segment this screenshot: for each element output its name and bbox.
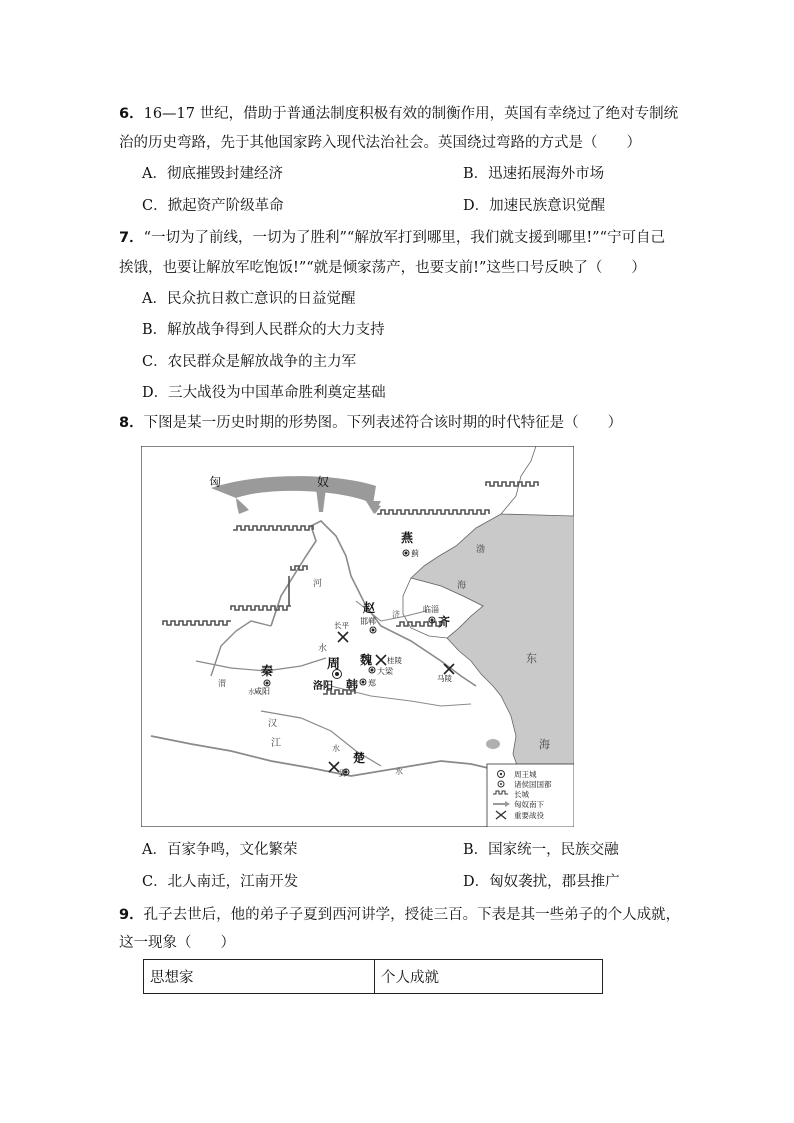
label-changping: 长平 <box>334 621 349 630</box>
q7-stem-2: 挨饿，也要让解放军吃饱饭!”“就是倾家荡产，也要支前!”这些口号反映了（ ） <box>119 260 646 276</box>
label-ji-river: 济 <box>392 610 400 619</box>
table-header-thinker: 思想家 <box>144 960 375 994</box>
label-linzi: 临淄 <box>423 605 439 614</box>
label-luoyang: 洛阳 <box>313 681 333 692</box>
q8-option-c[interactable]: C．北人南迁，江南开发 <box>142 874 299 890</box>
label-handan: 邯郸 <box>360 617 376 626</box>
label-han: 韩 <box>346 678 359 692</box>
label-xiongnu-2: 奴 <box>317 475 330 489</box>
q9-stem-2: 这一现象（ ） <box>119 935 235 951</box>
q8-option-b[interactable]: B．国家统一，民族交融 <box>463 842 619 858</box>
label-bo: 渤 <box>476 545 486 555</box>
q7-option-b[interactable]: B．解放战争得到人民群众的大力支持 <box>142 322 385 338</box>
label-zhao: 赵 <box>363 601 376 615</box>
label-shui-1: 水 <box>318 644 328 654</box>
legend-zhou-capital: 周王城 <box>514 770 537 779</box>
q7-option-a[interactable]: A．民众抗日救亡意识的日益觉醒 <box>142 291 356 307</box>
warring-states-map <box>141 446 574 827</box>
label-maling: 马陵 <box>437 674 452 683</box>
legend-state-capital: 诸侯国国都 <box>514 780 552 789</box>
q8-number: 8． <box>119 415 144 431</box>
label-wei: 魏 <box>360 653 373 667</box>
q9-line1 <box>119 905 680 925</box>
q8-line1 <box>119 413 622 433</box>
label-qi: 齐 <box>438 615 451 629</box>
legend-great-wall: 长城 <box>514 790 529 799</box>
label-daliang: 大梁 <box>377 667 393 676</box>
q6-option-b[interactable]: B．迅速拓展海外市场 <box>463 166 605 182</box>
label-guiling: 桂陵 <box>387 656 402 665</box>
q6-number: 6． <box>119 106 144 122</box>
label-hai-2: 海 <box>539 738 550 751</box>
label-he: 河 <box>313 579 323 589</box>
label-jiang: 江 <box>271 738 281 749</box>
map-legend <box>487 764 574 827</box>
q9-number: 9． <box>119 907 144 923</box>
label-zhou: 周 <box>327 657 341 672</box>
label-wei-river: 渭 <box>218 679 226 688</box>
label-han-river: 汉 <box>268 719 278 729</box>
q7-stem-1: “一切为了前线，一切为了胜利”“解放军打到哪里，我们就支援到哪里!”“宁可自己 <box>143 230 665 246</box>
q6-stem-2: 治的历史弯路，先于其他国家跨入现代法治社会。英国绕过弯路的方式是（ ） <box>119 135 641 151</box>
q6-option-a[interactable]: A．彻底摧毁封建经济 <box>142 166 283 182</box>
q6-option-d[interactable]: D．加速民族意识觉醒 <box>463 198 606 214</box>
label-ying: 郢 <box>339 769 347 778</box>
label-shui-4: 水 <box>395 767 403 776</box>
q6-line1 <box>119 104 678 124</box>
label-zheng: 郑 <box>368 679 376 688</box>
q9-stem-1: 孔子去世后，他的弟子子夏到西河讲学，授徒三百。下表是其一些弟子的个人成就， <box>143 907 681 923</box>
q6-option-c[interactable]: C．掀起资产阶级革命 <box>142 198 284 214</box>
q9-table <box>143 959 603 994</box>
table-header-achievement: 个人成就 <box>375 960 603 994</box>
label-shui-3: 水 <box>332 744 340 753</box>
label-xiongnu-1: 匈 <box>209 475 222 489</box>
label-dong: 东 <box>526 652 537 665</box>
q8-option-d[interactable]: D．匈奴袭扰，郡县推广 <box>463 874 620 890</box>
q7-option-d[interactable]: D．三大战役为中国革命胜利奠定基础 <box>142 385 386 401</box>
label-chu: 楚 <box>353 751 366 765</box>
label-ji: 蓟 <box>411 549 419 558</box>
q7-option-c[interactable]: C．农民群众是解放战争的主力军 <box>142 354 357 370</box>
legend-battle: 重要战役 <box>514 811 544 820</box>
legend-xiongnu: 匈奴南下 <box>514 800 544 809</box>
lake <box>486 739 500 749</box>
table-row <box>144 960 603 994</box>
q8-stem-1: 下图是某一历史时期的形势图。下列表述符合该时期的时代特征是（ ） <box>143 415 623 431</box>
q6-stem-1: 16—17 世纪，借助于普通法制度积极有效的制衡作用，英国有幸绕过了绝对专制统 <box>143 106 679 122</box>
label-yan: 燕 <box>401 531 414 545</box>
q8-option-a[interactable]: A．百家争鸣，文化繁荣 <box>142 842 298 858</box>
q7-line1 <box>119 228 665 248</box>
label-hai-1: 海 <box>457 581 467 591</box>
label-xianyang: 咸阳 <box>254 687 270 696</box>
label-shui-2: 水 <box>248 688 255 696</box>
q7-number: 7． <box>119 230 144 246</box>
label-qin: 秦 <box>261 664 274 678</box>
